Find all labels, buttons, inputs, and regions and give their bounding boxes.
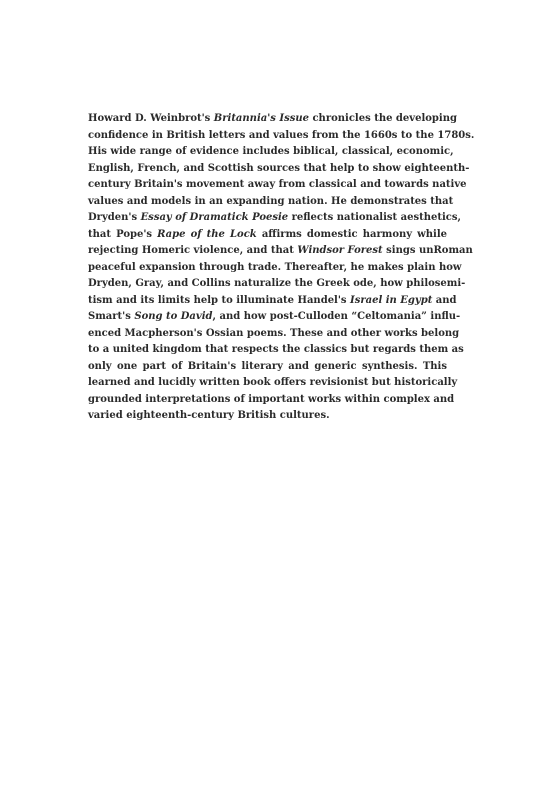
paragraph-line: [88, 408, 447, 425]
text-run: , and how post-Culloden “Celtomania” influ-: [212, 311, 461, 322]
text-run: values and models in an expanding nation. He demonstrates that: [88, 195, 454, 207]
paragraph-line: [88, 111, 457, 128]
text-run: to a united kingdom that respects the classics but regards them as: [88, 344, 464, 355]
paragraph-line: [88, 194, 454, 211]
text-run: Dryden, Gray, and Collins naturalize the Greek ode, how philosemi-: [88, 278, 466, 289]
paragraph-line: [88, 392, 455, 409]
text-run: English, French, and Scottish sources that help to show eighteenth-: [88, 162, 470, 174]
paragraph-line: [88, 309, 461, 326]
paragraph-line: [88, 227, 447, 244]
text-run: grounded interpretations of important works within complex and: [88, 393, 455, 405]
text-run: that Pope's: [88, 228, 158, 240]
text-run: reflects nationalist aesthetics,: [288, 212, 461, 223]
text-run: peaceful expansion through trade. Thereafter, he makes plain how: [88, 261, 462, 273]
paragraph-line: [88, 375, 458, 392]
work-title-italic: Israel in Egypt: [350, 294, 433, 306]
text-run: learned and lucidly written book offers revisionist but historically: [88, 377, 458, 388]
work-title-italic: Windsor Forest: [297, 245, 383, 256]
text-run: enced Macpherson's Ossian poems. These and other works belong: [88, 327, 460, 339]
text-run: tism and its limits help to illuminate Handel's: [88, 294, 351, 306]
text-run: chronicles the developing: [308, 113, 457, 124]
work-title-italic: Song to David: [134, 311, 213, 322]
text-run: Smart's: [88, 311, 135, 322]
book-description-paragraph: [88, 111, 475, 425]
text-run: varied eighteenth-century British cultures.: [88, 410, 330, 421]
work-title-italic: Rape of the Lock: [157, 228, 257, 240]
text-run: confidence in British letters and values from the 1660s to the 1780s.: [88, 129, 475, 141]
paragraph-line: [88, 326, 460, 343]
text-run: affirms domestic harmony while: [256, 228, 447, 240]
text-run: only one part of Britain's literary and generic synthesis. This: [88, 360, 447, 372]
book-title-italic: Britannia's Issue: [213, 113, 309, 124]
text-run: rejecting Homeric violence, and that: [88, 245, 298, 256]
paragraph-line: [88, 144, 454, 161]
text-run: His wide range of evidence includes biblical, classical, economic,: [88, 146, 454, 157]
paragraph-line: [88, 260, 462, 277]
paragraph-line: [88, 359, 447, 376]
text-run: and: [432, 294, 457, 306]
paragraph-line: [88, 210, 461, 227]
paragraph-line: [88, 276, 466, 293]
paragraph-line: [88, 342, 464, 359]
paragraph-line: [88, 161, 470, 178]
text-run: century Britain's movement away from classical and towards native: [88, 179, 467, 190]
paragraph-line: [88, 243, 473, 260]
text-run: Howard D. Weinbrot's: [88, 113, 214, 124]
text-run: sings unRoman: [382, 245, 473, 256]
text-run: Dryden's: [88, 212, 141, 223]
paragraph-line: [88, 128, 475, 145]
work-title-italic: Essay of Dramatick Poesie: [140, 212, 289, 223]
paragraph-line: [88, 177, 467, 194]
paragraph-line: [88, 293, 457, 310]
